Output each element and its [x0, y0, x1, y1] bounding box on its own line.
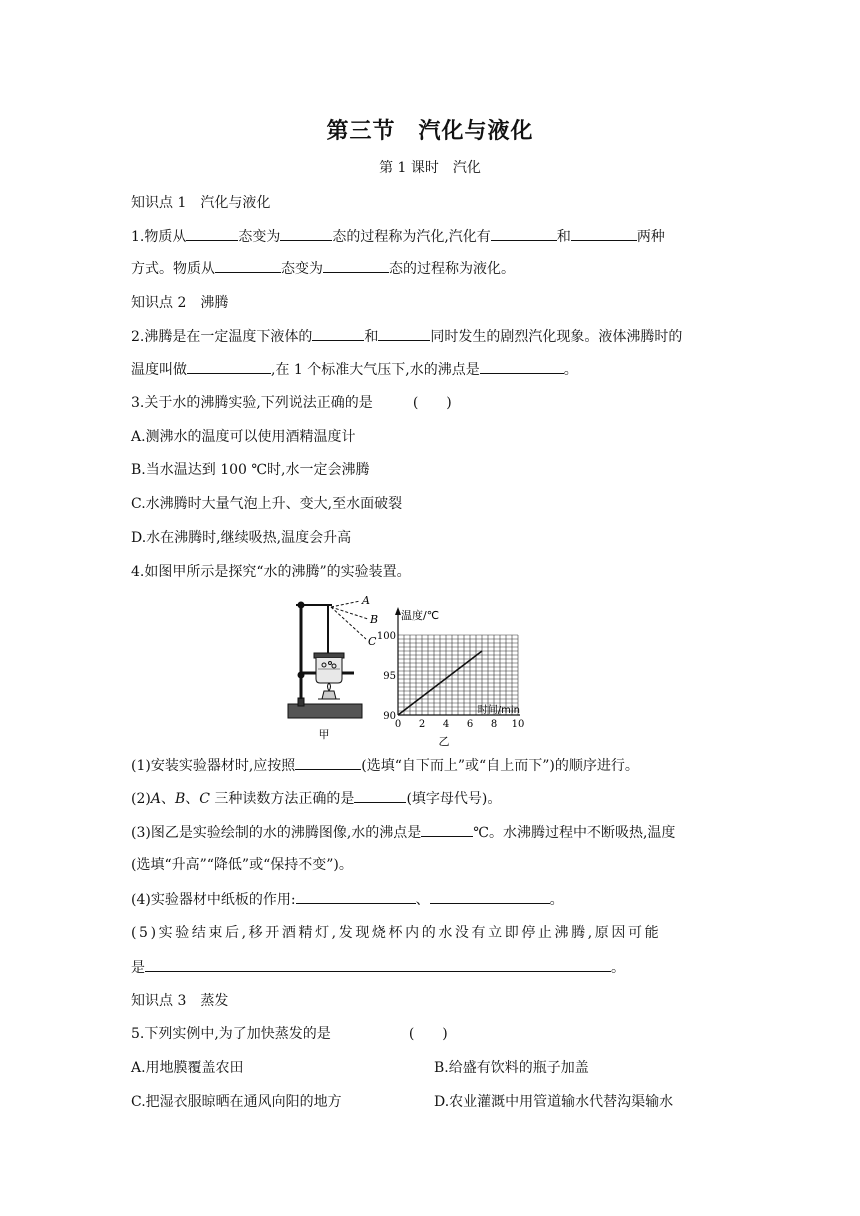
q4-sub-3-line-1 [131, 822, 731, 843]
q4-sub-text: 、 [160, 791, 175, 807]
answer-blank[interactable] [186, 226, 238, 241]
q1-text: 态变为 [238, 229, 281, 245]
y-axis-label: 温度/℃ [401, 609, 440, 622]
section-heading-1: 知识点 1 汽化与液化 [131, 195, 271, 211]
x-tick-label: 6 [466, 719, 474, 730]
q4-sub-text: 三种读数方法正确的是 [209, 791, 355, 807]
answer-blank[interactable] [430, 889, 550, 904]
q2-text: 。 [563, 362, 578, 378]
answer-blank[interactable] [491, 226, 557, 241]
q4-sub-text: ℃。水沸腾过程中不断吸热,温度 [473, 825, 676, 841]
q4-sub-text: B [174, 791, 186, 807]
answer-blank[interactable] [280, 226, 332, 241]
q4-sub-text: (1)安装实验器材时,应按照 [131, 758, 296, 774]
q1-text: 和 [556, 229, 571, 245]
answer-blank[interactable] [215, 258, 281, 273]
question-2-line-2 [131, 359, 731, 380]
q4-sub-4 [131, 889, 731, 910]
q2-text: ,在 1 个标准大气压下,水的沸点是 [271, 362, 480, 378]
q5-option-d: D.农业灌溉中用管道输水代替沟渠输水 [434, 1094, 674, 1110]
graph-grid [398, 635, 518, 715]
answer-blank[interactable] [378, 326, 430, 341]
answer-parentheses[interactable]: ( ) [408, 1026, 448, 1042]
q4-sub-text: 。 [549, 892, 564, 908]
q4-sub-5-line-1: (5)实验结束后,移开酒精灯,发现烧杯内的水没有立即停止沸腾,原因可能 [131, 925, 662, 941]
q4-sub-1 [131, 755, 731, 776]
q2-text: 同时发生的剧烈汽化现象。液体沸腾时的 [430, 329, 683, 345]
question-3-stem [131, 393, 731, 413]
q4-sub-text: A [150, 791, 161, 807]
q4-sub-2 [131, 788, 731, 809]
q1-text: 1.物质从 [131, 229, 187, 245]
answer-blank[interactable] [354, 788, 406, 803]
figure-svg [284, 591, 584, 751]
x-tick-label: 8 [490, 719, 498, 730]
answer-blank[interactable] [296, 889, 416, 904]
q4-sub-text: C [199, 791, 210, 807]
answer-blank[interactable] [145, 957, 611, 972]
q1-text: 方式。物质从 [131, 261, 215, 277]
reading-label-a: A [362, 594, 370, 607]
page-title: 第三节 汽化与液化 [326, 119, 534, 144]
answer-blank[interactable] [480, 359, 564, 374]
y-tick-label: 90 [383, 711, 396, 722]
question-2-line-1 [131, 326, 731, 347]
figure-label-yi: 乙 [438, 735, 450, 748]
answer-parentheses[interactable]: ( ) [412, 395, 452, 411]
question-4-stem: 4.如图甲所示是探究“水的沸腾”的实验装置。 [131, 564, 411, 580]
q4-sub-text: 、 [415, 892, 430, 908]
x-tick-label: 0 [394, 719, 402, 730]
temperature-time-graph [377, 607, 524, 730]
figure-label-jia: 甲 [318, 728, 330, 741]
q4-sub-text: (填字母代号)。 [406, 791, 502, 807]
q4-sub-text: (4)实验器材中纸板的作用: [131, 892, 296, 908]
q5-option-b: B.给盛有饮料的瓶子加盖 [434, 1060, 589, 1076]
answer-blank[interactable] [323, 258, 389, 273]
q3-stem-text: 3.关于水的沸腾实验,下列说法正确的是 [131, 395, 373, 411]
y-tick-label: 95 [383, 671, 396, 682]
q5-option-a: A.用地膜覆盖农田 [131, 1060, 244, 1076]
reading-label-b: B [370, 613, 379, 626]
q3-option-c: C.水沸腾时大量气泡上升、变大,至水面破裂 [131, 496, 403, 512]
answer-blank[interactable] [421, 822, 473, 837]
q1-text: 两种 [636, 229, 665, 245]
x-tick-label: 10 [511, 719, 525, 730]
experiment-figure [284, 591, 584, 751]
q1-text: 态的过程称为汽化,汽化有 [332, 229, 491, 245]
boiling-apparatus-illustration [288, 601, 368, 718]
x-tick-label: 4 [442, 719, 450, 730]
q1-text: 态变为 [281, 261, 323, 277]
answer-blank[interactable] [187, 359, 271, 374]
y-tick-label: 100 [376, 631, 396, 642]
x-axis-label: 时间/min [477, 705, 520, 716]
q2-text: 和 [364, 329, 379, 345]
answer-blank[interactable] [312, 326, 364, 341]
q3-option-b: B.当水温达到 100 ℃时,水一定会沸腾 [131, 462, 370, 478]
q3-option-d: D.水在沸腾时,继续吸热,温度会升高 [131, 530, 352, 546]
question-1-line-2 [131, 258, 731, 279]
q1-text: 态的过程称为液化。 [389, 261, 515, 277]
page-subtitle: 第 1 课时 汽化 [379, 160, 481, 176]
q4-sub-text: (选填“自下而上”或“自上而下”)的顺序进行。 [361, 758, 639, 774]
q5-stem-text: 5.下列实例中,为了加快蒸发的是 [131, 1026, 331, 1042]
q4-sub-text: 是 [131, 960, 145, 976]
q2-text: 温度叫做 [131, 362, 187, 378]
q4-sub-5-line-2 [131, 957, 731, 978]
section-heading-2: 知识点 2 沸腾 [131, 295, 229, 311]
q5-option-c: C.把湿衣服晾晒在通风向阳的地方 [131, 1094, 342, 1110]
x-tick-label: 2 [418, 719, 426, 730]
answer-blank[interactable] [295, 755, 361, 770]
q4-sub-3-line-2: (选填“升高”“降低”或“保持不变”)。 [131, 857, 353, 873]
q4-sub-text: (3)图乙是实验绘制的水的沸腾图像,水的沸点是 [131, 825, 422, 841]
q4-sub-text: 。 [611, 960, 625, 976]
q4-sub-text: 、 [185, 791, 200, 807]
question-5-stem [131, 1024, 731, 1044]
reading-label-c: C [368, 635, 377, 648]
section-heading-3: 知识点 3 蒸发 [131, 993, 229, 1009]
answer-blank[interactable] [571, 226, 637, 241]
q2-text: 2.沸腾是在一定温度下液体的 [131, 329, 313, 345]
question-1-line-1 [131, 226, 731, 247]
q4-sub-text: (2) [131, 791, 151, 807]
q3-option-a: A.测沸水的温度可以使用酒精温度计 [131, 429, 356, 445]
